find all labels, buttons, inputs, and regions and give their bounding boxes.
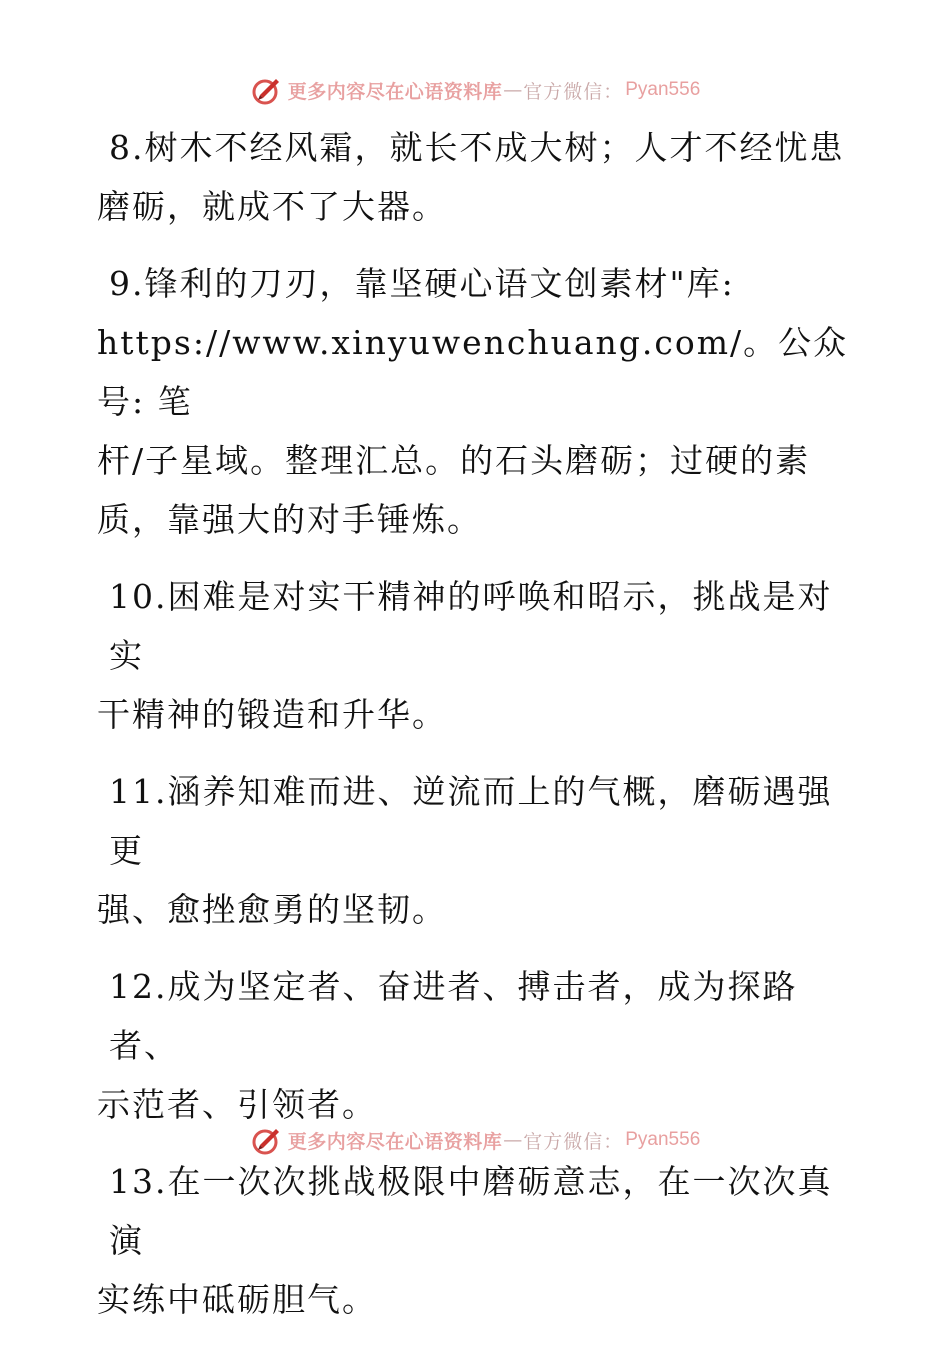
document-body [97,118,857,1347]
list-item [97,254,857,549]
banner-official-label: 官方微信： [523,80,624,103]
banner-official-label: 官方微信： [523,1130,624,1153]
item-line: 示范者、引领者。 [97,1085,377,1124]
banner-wechat-id: Pyan556 [625,79,701,100]
item-line: 干精神的锻造和升华。 [97,695,447,734]
item-line: 10.困难是对实干精神的呼唤和昭示，挑战是对实 [109,577,833,675]
item-line: 8.树木不经风霜，就长不成大树；人才不经忧患 [109,128,845,167]
banner-brand-text: 更多内容尽在心语资料库 [287,80,503,103]
pen-quill-logo-icon [250,1123,284,1157]
item-line: 12.成为坚定者、奋进者、搏击者，成为探路者、 [109,967,798,1065]
list-item [97,118,857,236]
item-line: 13.在一次次挑战极限中磨砺意志，在一次次真演 [109,1162,833,1260]
item-line: 质，靠强大的对手锤炼。 [97,500,482,539]
banner-separator: — [503,1129,523,1151]
item-line: 9.锋利的刀刃，靠坚硬心语文创素材"库: [109,264,735,303]
pen-quill-logo-icon [250,73,284,107]
banner-wechat-id: Pyan556 [625,1129,701,1150]
banner-separator: — [503,79,523,101]
header-banner [0,70,950,110]
item-line: https://www.xinyuwenchuang.com/。公众号: 笔 [97,323,849,421]
banner-brand-text: 更多内容尽在心语资料库 [287,1130,503,1153]
list-item [97,567,857,744]
item-line: 磨砺，就成不了大器。 [97,187,447,226]
item-line: 杆/子星域。整理汇总。的石头磨砺；过硬的素 [97,441,811,480]
item-line: 实练中砥砺胆气。 [97,1280,377,1319]
item-line: 11.涵养知难而进、逆流而上的气概，磨砺遇强更 [109,772,833,870]
footer-banner [0,1120,950,1160]
list-item [97,1152,857,1329]
list-item [97,762,857,939]
list-item [97,957,857,1134]
item-line: 强、愈挫愈勇的坚韧。 [97,890,447,929]
